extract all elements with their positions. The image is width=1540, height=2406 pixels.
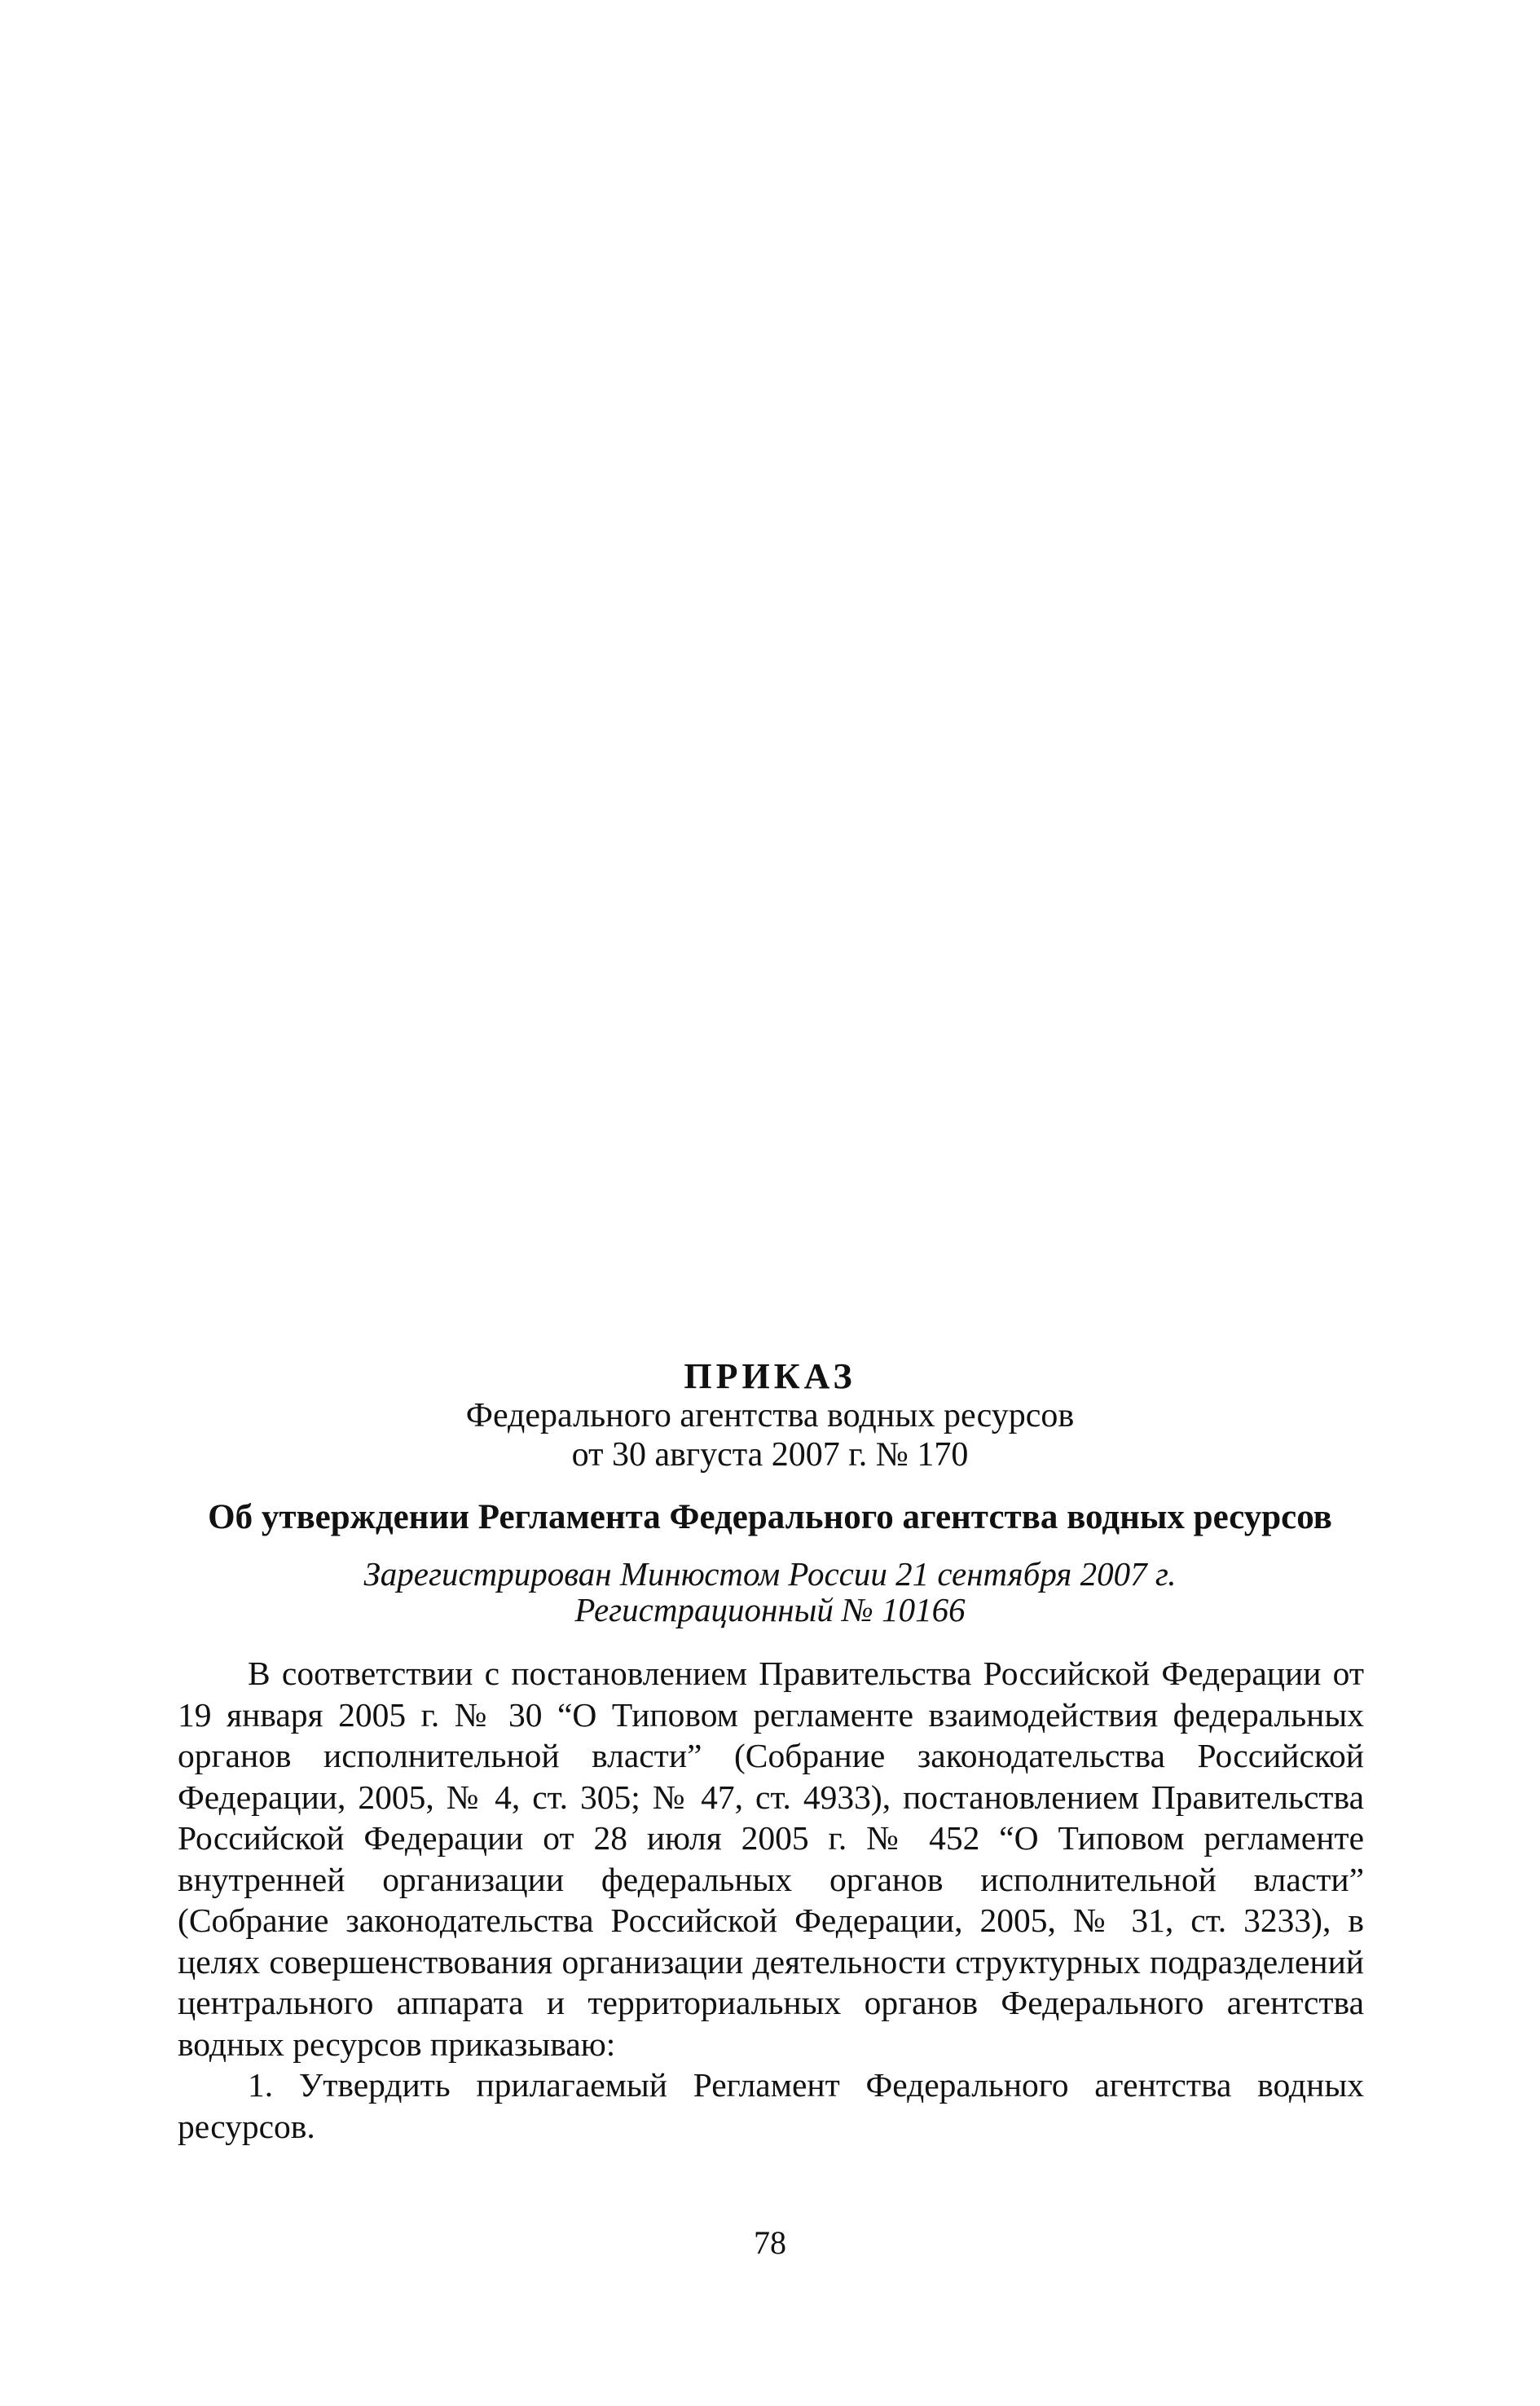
body-paragraph-item-1: 1. Утвердить прилагаемый Регламент Федерального агентства водных ресурсов. [178, 2066, 1364, 2145]
issuer-line: Федерального агентства водных ресурсов [465, 1397, 1075, 1434]
registration-note [204, 1556, 1336, 1628]
document-title: Об утверждении Регламента Федерального агентства водных ресурсов [208, 1498, 1332, 1536]
document-type-heading: ПРИКАЗ [684, 1356, 856, 1396]
page-number: 78 [754, 2224, 786, 2261]
body-paragraph-preamble: В соответствии с постановлением Правительства Российской Федерации от 19 января 2005 г. № 30 “О Типовом регламенте взаимодействия федеральных органов исполнительной власти” (Собрание законодательства Российской Федерации, 2005, № 4, ст. 305; № 47, ст. 4933), постановлением Правительства Российской Федерации от 28 июля 2005 г. № 452 “О Типовом регламенте внутренней организации федеральных органов исполнительной власти” (Собрание законодательства Российской Федерации, 2005, № 31, ст. 3233), в целях совершенствования организации деятельности структурных подразделений центрального аппарата и территориальных органов Федерального агентства водных ресурсов приказываю: [178, 1655, 1364, 2063]
date-number-line: от 30 августа 2007 г. № 170 [571, 1436, 969, 1474]
document-body [178, 1653, 1364, 2147]
registration-line-1: Зарегистрирован Минюстом России 21 сентября 2007 г. [363, 1555, 1177, 1593]
document-header [204, 1357, 1336, 1628]
registration-line-2: Регистрационный № 10166 [574, 1591, 966, 1628]
